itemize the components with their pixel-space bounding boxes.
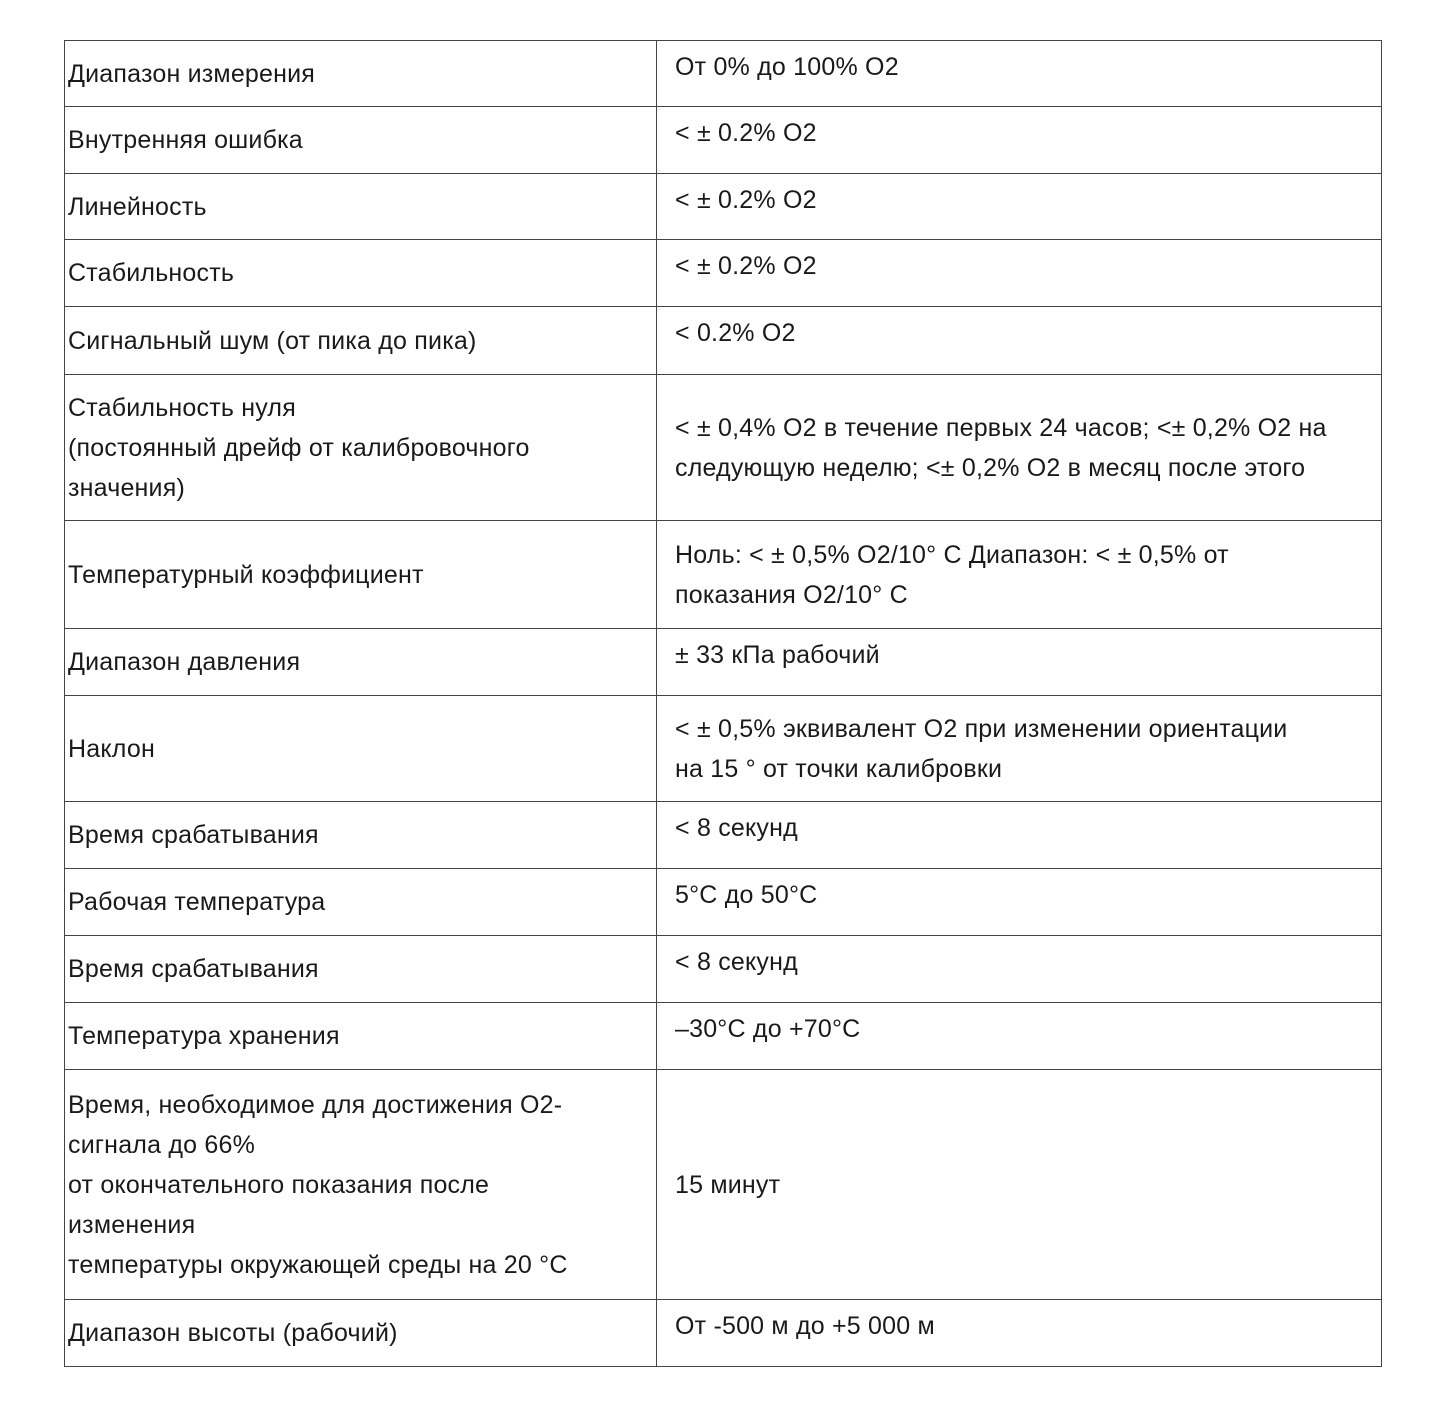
parameter-cell bbox=[65, 936, 657, 1003]
value-cell bbox=[657, 802, 1382, 869]
value-cell bbox=[657, 107, 1382, 174]
value-cell bbox=[657, 1300, 1382, 1367]
table-row bbox=[65, 240, 1382, 307]
parameter-text: Рабочая температура bbox=[68, 888, 326, 916]
parameter-cell bbox=[65, 521, 657, 629]
value-cell bbox=[657, 307, 1382, 375]
spec-table bbox=[64, 40, 1382, 1367]
parameter-text: Сигнальный шум (от пика до пика) bbox=[68, 326, 477, 355]
value-cell bbox=[657, 174, 1382, 240]
table-row bbox=[65, 375, 1382, 521]
parameter-text: Диапазон давления bbox=[68, 648, 301, 676]
value-text: < 8 секунд bbox=[675, 814, 798, 842]
value-text: < ± 0.2% O2 bbox=[675, 186, 817, 214]
table-row bbox=[65, 174, 1382, 240]
value-text: < ± 0,4% O2 в течение первых 24 часов; <± 0,2% O2 на bbox=[675, 413, 1327, 442]
value-cell bbox=[657, 375, 1382, 521]
parameter-cell bbox=[65, 375, 657, 521]
value-cell bbox=[657, 240, 1382, 307]
parameter-cell bbox=[65, 1070, 657, 1300]
table-row bbox=[65, 629, 1382, 696]
parameter-text: Время срабатывания bbox=[68, 821, 319, 849]
parameter-cell bbox=[65, 696, 657, 802]
table-row bbox=[65, 521, 1382, 629]
table-row bbox=[65, 41, 1382, 107]
value-cell bbox=[657, 869, 1382, 936]
parameter-text: значения) bbox=[68, 473, 185, 502]
value-cell bbox=[657, 1003, 1382, 1070]
table-row bbox=[65, 1070, 1382, 1300]
table-row bbox=[65, 869, 1382, 936]
parameter-cell bbox=[65, 307, 657, 375]
value-cell bbox=[657, 41, 1382, 107]
value-text: От -500 м до +5 000 м bbox=[675, 1312, 935, 1340]
value-cell bbox=[657, 521, 1382, 629]
parameter-cell bbox=[65, 107, 657, 174]
value-text: на 15 ° от точки калибровки bbox=[675, 754, 1003, 783]
parameter-cell bbox=[65, 41, 657, 107]
parameter-text: сигнала до 66% bbox=[68, 1130, 256, 1159]
table-row bbox=[65, 1003, 1382, 1070]
table-row bbox=[65, 307, 1382, 375]
table-row bbox=[65, 696, 1382, 802]
value-text: 15 минут bbox=[675, 1170, 781, 1199]
parameter-text: Время срабатывания bbox=[68, 955, 319, 983]
value-text: ± 33 кПа рабочий bbox=[675, 641, 880, 669]
value-text: Ноль: < ± 0,5% O2/10° C Диапазон: < ± 0,5% от bbox=[675, 540, 1229, 569]
value-text: 5°C до 50°C bbox=[675, 881, 818, 909]
table-row bbox=[65, 1300, 1382, 1367]
parameter-text: (постоянный дрейф от калибровочного bbox=[68, 433, 530, 462]
table-row bbox=[65, 936, 1382, 1003]
value-cell bbox=[657, 629, 1382, 696]
value-cell bbox=[657, 936, 1382, 1003]
parameter-text: Внутренняя ошибка bbox=[68, 126, 303, 154]
parameter-cell bbox=[65, 1003, 657, 1070]
value-text: < 8 секунд bbox=[675, 948, 798, 976]
parameter-text: температуры окружающей среды на 20 °C bbox=[68, 1250, 568, 1279]
parameter-cell bbox=[65, 629, 657, 696]
parameter-text: от окончательного показания после bbox=[68, 1170, 490, 1199]
parameter-cell bbox=[65, 869, 657, 936]
value-text: < ± 0,5% эквивалент O2 при изменении ориентации bbox=[675, 714, 1288, 743]
table-row bbox=[65, 107, 1382, 174]
value-cell bbox=[657, 696, 1382, 802]
parameter-text: Диапазон измерения bbox=[68, 59, 316, 88]
value-text: следующую неделю; <± 0,2% O2 в месяц после этого bbox=[675, 453, 1306, 482]
parameter-text: Диапазон высоты (рабочий) bbox=[68, 1319, 398, 1347]
value-text: –30°C до +70°C bbox=[675, 1015, 861, 1043]
table-row bbox=[65, 802, 1382, 869]
parameter-text: Стабильность нуля bbox=[68, 393, 296, 422]
parameter-cell bbox=[65, 240, 657, 307]
parameter-cell bbox=[65, 802, 657, 869]
value-text: < 0.2% O2 bbox=[675, 319, 796, 347]
parameter-text: Стабильность bbox=[68, 259, 235, 287]
value-text: < ± 0.2% O2 bbox=[675, 252, 817, 280]
parameter-text: изменения bbox=[68, 1210, 196, 1239]
value-text: показания O2/10° C bbox=[675, 580, 908, 609]
parameter-cell bbox=[65, 174, 657, 240]
parameter-text: Наклон bbox=[68, 734, 155, 763]
parameter-text: Время, необходимое для достижения O2- bbox=[68, 1090, 563, 1119]
parameter-text: Линейность bbox=[68, 192, 207, 221]
parameter-text: Температурный коэффициент bbox=[68, 560, 424, 589]
value-text: От 0% до 100% O2 bbox=[675, 53, 899, 81]
value-text: < ± 0.2% O2 bbox=[675, 119, 817, 147]
value-cell bbox=[657, 1070, 1382, 1300]
spec-table-body bbox=[65, 41, 1382, 1367]
parameter-cell bbox=[65, 1300, 657, 1367]
parameter-text: Температура хранения bbox=[68, 1022, 340, 1050]
